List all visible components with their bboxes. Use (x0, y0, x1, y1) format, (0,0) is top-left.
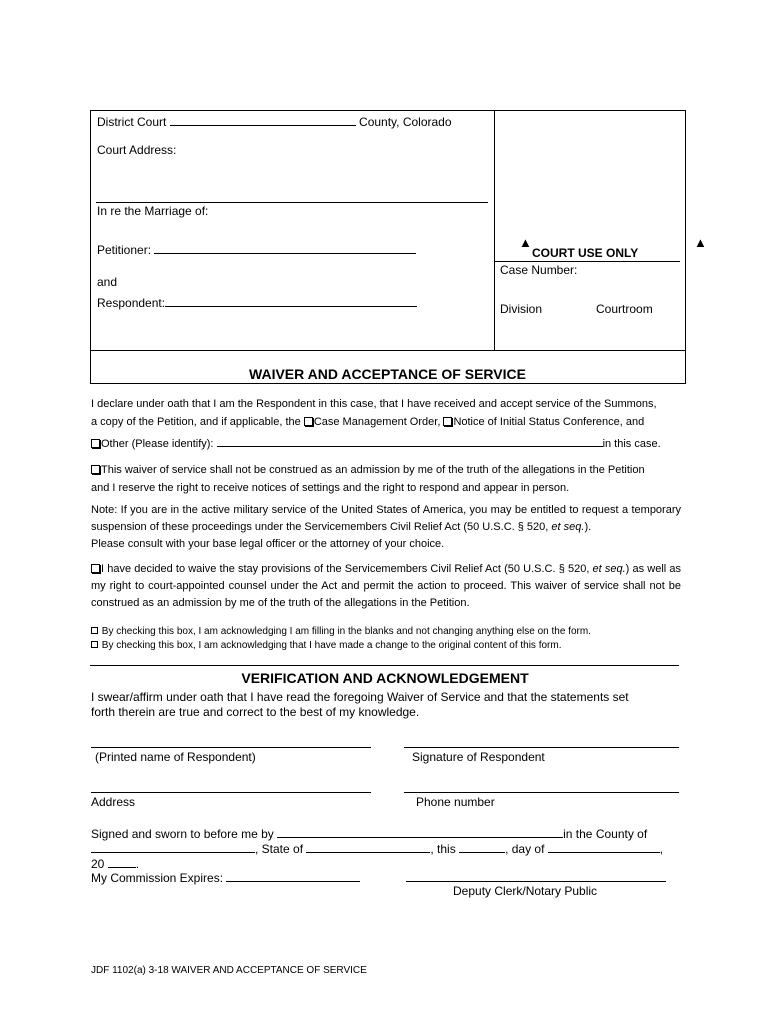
day-of-field[interactable] (548, 840, 660, 853)
ack-blanks-checkbox[interactable] (91, 627, 98, 634)
section-divider (90, 665, 679, 666)
year-field[interactable] (108, 855, 136, 868)
declaration-line-1: I declare under oath that I am the Respondent in this case, that I have received and accept service of the Summons, (91, 398, 657, 410)
respondent-row: Respondent: (97, 294, 417, 310)
court-use-only: COURT USE ONLY (532, 246, 639, 260)
other-row: Other (Please identify): in this case. (91, 435, 661, 450)
sworn-by-field[interactable] (277, 825, 563, 838)
up-triangle-icon: ▲ (694, 235, 707, 250)
address-line[interactable] (91, 792, 371, 793)
and-label: and (97, 275, 118, 289)
form-title: WAIVER AND ACCEPTANCE OF SERVICE (249, 366, 526, 382)
commission-row: My Commission Expires: (91, 869, 360, 885)
court-use-line (494, 261, 680, 262)
verification-line-2: forth therein are true and correct to the best of my knowledge. (91, 705, 420, 719)
commission-field[interactable] (226, 869, 360, 882)
other-checkbox[interactable] (91, 439, 100, 448)
verification-title: VERIFICATION AND ACKNOWLEDGEMENT (241, 670, 529, 686)
notice-checkbox[interactable] (443, 417, 452, 426)
signature-label: Signature of Respondent (412, 750, 545, 764)
county-state-row: , State of , this , day of , (91, 840, 663, 856)
county-field[interactable] (91, 840, 255, 853)
ack-changes-checkbox[interactable] (91, 641, 98, 648)
ack-row-2: By checking this box, I am acknowledging that I have made a change to the original content of this form. (91, 640, 562, 651)
ack-row-1: By checking this box, I am acknowledging I am filling in the blanks and not changing anything else on the form. (91, 626, 591, 637)
waiver-line-2: and I reserve the right to receive notices of settings and the right to respond and appear in person. (91, 482, 570, 494)
stay-waiver-paragraph: I have decided to waive the stay provisions of the Servicemembers Civil Relief Act (50 U.S.C. § 520, et seq.) as well as my right to court-appointed counsel under the Act and permit the action to proceed. This waiver of service shall not be construed as an admission by me of the truth of the allegations in the Petition. (91, 563, 681, 609)
respondent-field[interactable] (165, 294, 417, 307)
military-note: Note: If you are in the active military service of the United States of America, you may be entitled to request a temporary suspension of these proceedings under the Servicemembers Civil Relief Act (50 U.S.C. § 520, et seq.). Please consult with your base legal officer or the attorney of your choice. (91, 504, 681, 550)
address-label: Address (91, 795, 136, 809)
in-re-label: In re the Marriage of: (97, 204, 209, 218)
petitioner-row: Petitioner: (97, 241, 416, 257)
division-label: Division (500, 302, 543, 316)
year-row: 20 . (91, 857, 140, 871)
other-identify-field[interactable] (217, 435, 603, 447)
caption-divider (494, 110, 495, 350)
notary-signature-line[interactable] (406, 881, 666, 882)
deputy-clerk-label: Deputy Clerk/Notary Public (453, 884, 598, 898)
phone-label: Phone number (416, 795, 495, 809)
sworn-row: Signed and sworn to before me by in the County of (91, 827, 648, 841)
district-court-row: District Court County, Colorado (97, 115, 452, 129)
caption-bottom-line (90, 350, 685, 351)
petitioner-field[interactable] (154, 241, 416, 254)
printed-name-line[interactable] (91, 747, 371, 748)
waiver-line-1: This waiver of service shall not be construed as an admission by me of the truth of the allegations in the Petition (91, 464, 645, 476)
form-footer: JDF 1102(a) 3-18 WAIVER AND ACCEPTANCE OF SERVICE (91, 965, 367, 976)
district-court-field[interactable] (170, 113, 356, 126)
signature-line[interactable] (404, 747, 679, 748)
court-address-label: Court Address: (97, 143, 177, 157)
declaration-line-2: a copy of the Petition, and if applicable, the Case Management Order, Notice of Initial Status Conference, and (91, 416, 645, 428)
phone-line[interactable] (404, 792, 679, 793)
verification-line-1: I swear/affirm under oath that I have read the foregoing Waiver of Service and that the statements set (91, 690, 629, 704)
courtroom-label: Courtroom (596, 302, 653, 316)
waiver-checkbox[interactable] (91, 465, 100, 474)
address-separator-line (96, 202, 488, 203)
printed-name-label: (Printed name of Respondent) (95, 750, 256, 764)
case-management-checkbox[interactable] (304, 417, 313, 426)
up-triangle-icon: ▲ (519, 235, 532, 250)
state-field[interactable] (306, 840, 430, 853)
case-number-label: Case Number: (500, 263, 578, 277)
stay-waiver-checkbox[interactable] (91, 564, 100, 573)
this-field[interactable] (459, 840, 505, 853)
